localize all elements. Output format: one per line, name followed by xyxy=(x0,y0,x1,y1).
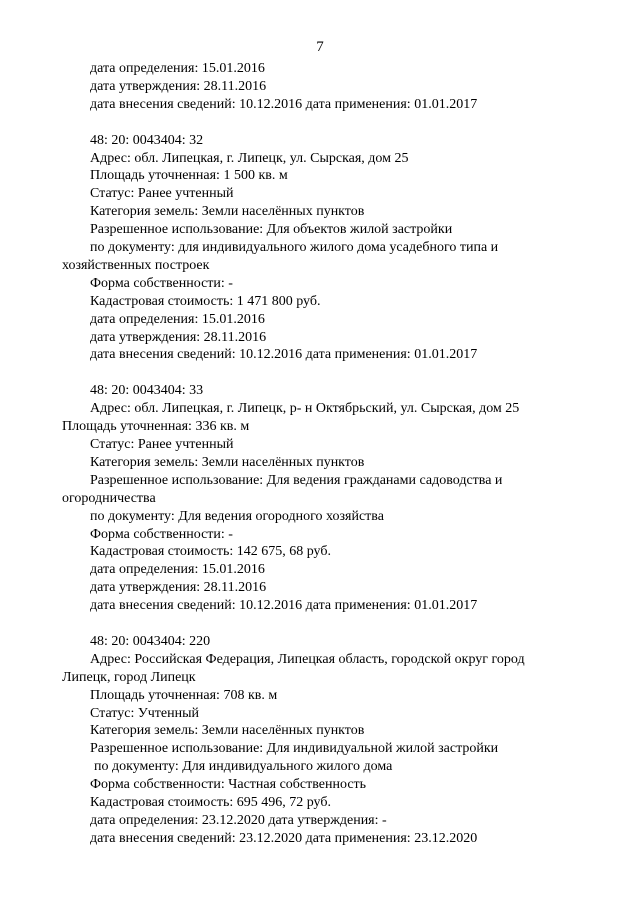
text-line: огородничества xyxy=(62,490,156,506)
text-line: Адрес: обл. Липецкая, г. Липецк, р- н Октябрьский, ул. Сырская, дом 25 xyxy=(90,401,520,417)
text-line: Адрес: обл. Липецкая, г. Липецк, ул. Сырская, дом 25 xyxy=(90,150,409,166)
text-line: Форма собственности: Частная собственность xyxy=(90,777,367,793)
text-line: дата определения: 15.01.2016 xyxy=(90,562,265,578)
cadastral-number: 48: 20: 0043404: 32 xyxy=(90,132,204,148)
text-line: Кадастровая стоимость: 695 496, 72 руб. xyxy=(90,795,331,811)
text-line: дата определения: 15.01.2016 xyxy=(90,61,265,76)
text-line: дата определения: 23.12.2020 дата утверждения: - xyxy=(90,813,387,829)
text-line: дата утверждения: 28.11.2016 xyxy=(90,78,267,94)
text-line: дата утверждения: 28.11.2016 xyxy=(90,580,267,596)
text-line: дата внесения сведений: 10.12.2016 дата применения: 01.01.2017 xyxy=(90,347,478,363)
text-line: дата определения: 15.01.2016 xyxy=(90,311,265,327)
text-line: хозяйственных построек xyxy=(62,257,210,273)
cadastral-number: 48: 20: 0043404: 33 xyxy=(90,383,204,399)
text-line: Липецк, город Липецк xyxy=(62,669,196,685)
text-line: Форма собственности: - xyxy=(90,275,233,291)
text-line: Категория земель: Земли населённых пунктов xyxy=(90,723,365,739)
text-line: Площадь уточненная: 1 500 кв. м xyxy=(90,168,288,184)
text-line: Разрешенное использование: Для ведения гражданами садоводства и xyxy=(90,472,503,488)
text-line: Кадастровая стоимость: 142 675, 68 руб. xyxy=(90,544,331,560)
text-line: Категория земель: Земли населённых пунктов xyxy=(90,454,365,470)
text-line: по документу: для индивидуального жилого дома усадебного типа и xyxy=(90,240,499,256)
text-line: Категория земель: Земли населённых пунктов xyxy=(90,204,365,220)
text-line: Площадь уточненная: 708 кв. м xyxy=(90,687,278,703)
document-body xyxy=(62,60,582,848)
page-number: 7 xyxy=(316,39,324,55)
cadastral-number: 48: 20: 0043404: 220 xyxy=(90,633,211,649)
text-line: по документу: Для ведения огородного хозяйства xyxy=(90,508,384,524)
text-line: дата внесения сведений: 23.12.2020 дата применения: 23.12.2020 xyxy=(90,830,478,846)
text-line: Статус: Ранее учтенный xyxy=(90,186,234,202)
text-line: Разрешенное использование: Для объектов жилой застройки xyxy=(90,222,453,238)
text-line: дата утверждения: 28.11.2016 xyxy=(90,329,267,345)
text-line: Статус: Ранее учтенный xyxy=(90,437,234,452)
text-line: Площадь уточненная: 336 кв. м xyxy=(62,419,250,435)
text-line: дата внесения сведений: 10.12.2016 дата применения: 01.01.2017 xyxy=(90,96,478,112)
text-line: по документу: Для индивидуального жилого дома xyxy=(94,759,393,775)
text-line: Статус: Учтенный xyxy=(90,705,199,721)
text-line: Адрес: Российская Федерация, Липецкая область, городской округ город xyxy=(90,651,525,667)
text-line: Кадастровая стоимость: 1 471 800 руб. xyxy=(90,293,321,309)
text-line: дата внесения сведений: 10.12.2016 дата применения: 01.01.2017 xyxy=(90,598,478,614)
text-line: Разрешенное использование: Для индивидуальной жилой застройки xyxy=(90,741,499,757)
text-line: Форма собственности: - xyxy=(90,526,233,542)
